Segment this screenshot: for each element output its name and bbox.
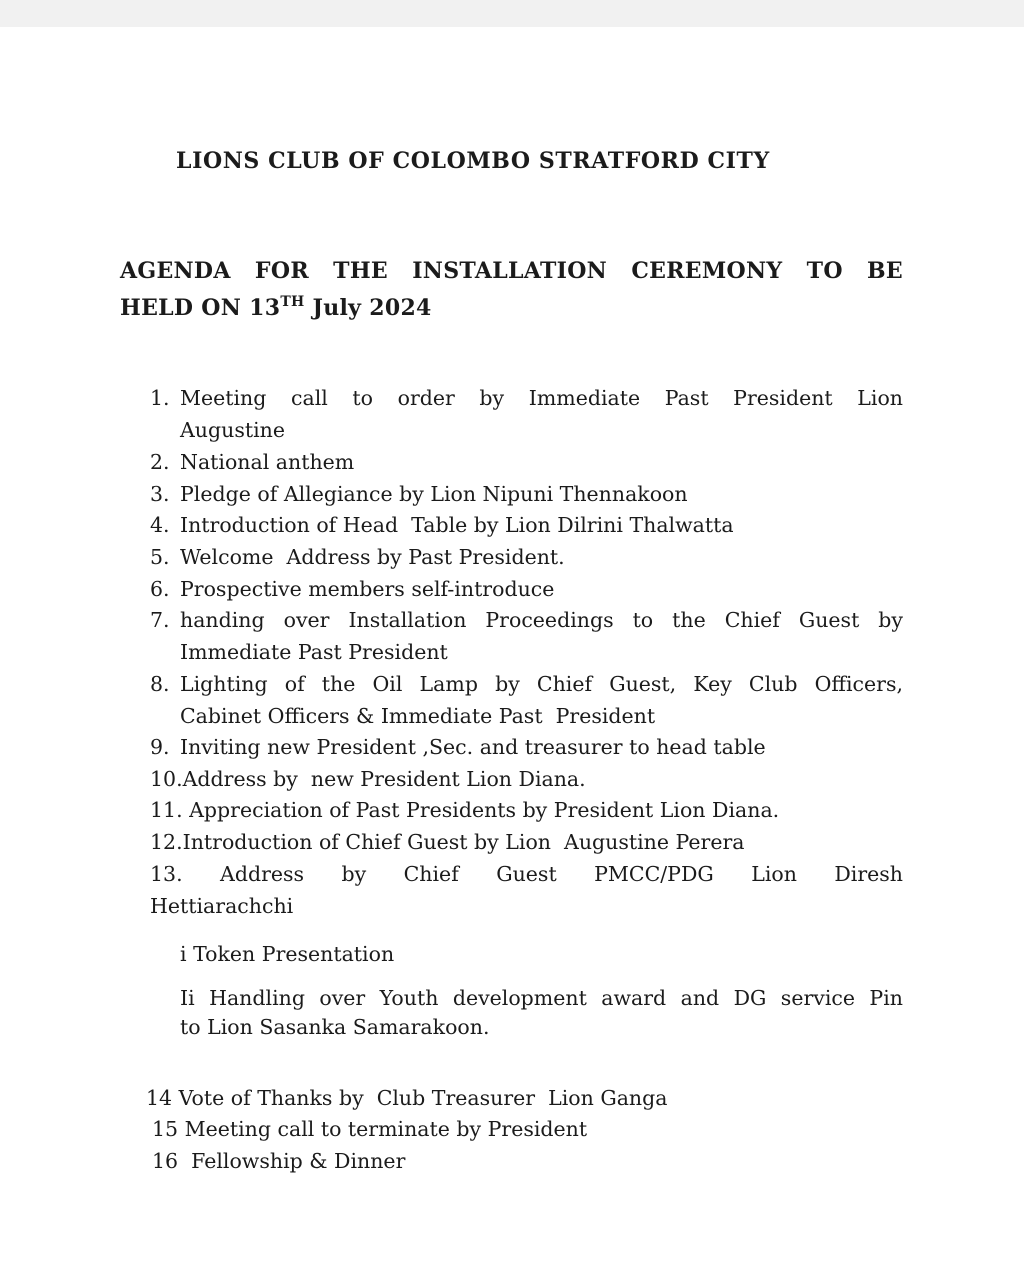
agenda-date-prefix: HELD ON 13 [120, 295, 281, 321]
closing-item-16: 16 Fellowship & Dinner [152, 1149, 406, 1173]
agenda-item-number: 4. [150, 513, 170, 537]
agenda-item-text: Introduction of Head Table by Lion Dilrini Thalwatta [180, 513, 734, 537]
agenda-item-text: handing over Installation Proceedings to the Chief Guest by [180, 608, 903, 632]
agenda-date-suffix: TH [280, 294, 305, 310]
agenda-item-number: 1. [150, 386, 170, 410]
sub-item-token-presentation: i Token Presentation [180, 942, 395, 966]
agenda-item-number: 3. [150, 482, 170, 506]
agenda-item-text-continued: Cabinet Officers & Immediate Past President [180, 703, 656, 728]
agenda-item-text: National anthem [180, 450, 355, 474]
agenda-item-number: 7. [150, 608, 170, 632]
agenda-heading [120, 253, 903, 327]
agenda-item-text: 12.Introduction of Chief Guest by Lion Augustine Perera [150, 830, 745, 854]
agenda-item-number: 9. [150, 735, 170, 759]
agenda-item-text: Inviting new President ,Sec. and treasurer to head table [180, 735, 766, 759]
agenda-heading-line1: AGENDA FOR THE INSTALLATION CEREMONY TO BE [120, 258, 903, 284]
agenda-item-number: 2. [150, 450, 170, 474]
sub-item-text-continued: to Lion Sasanka Samarakoon. [180, 1015, 490, 1039]
agenda-item-text-continued: Augustine [180, 417, 285, 442]
closing-item-14: 14 Vote of Thanks by Club Treasurer Lion Ganga [146, 1086, 668, 1110]
agenda-item-number: 6. [150, 577, 170, 601]
agenda-date-month-year: July 2024 [304, 295, 432, 321]
agenda-item-text: Welcome Address by Past President. [180, 545, 565, 569]
agenda-item-text: 13. Address by Chief Guest PMCC/PDG Lion Diresh [150, 862, 903, 886]
agenda-item-text: 11. Appreciation of Past Presidents by President Lion Diana. [150, 798, 780, 822]
agenda-item-text: Lighting of the Oil Lamp by Chief Guest, Key Club Officers, [180, 672, 903, 696]
sub-item-text: Ii Handling over Youth development award and DG service Pin [180, 986, 903, 1010]
agenda-item-text: Meeting call to order by Immediate Past President Lion [180, 386, 903, 410]
agenda-item-text-continued: Hettiarachchi [150, 893, 294, 918]
agenda-item-text-continued: Immediate Past President [180, 639, 448, 664]
agenda-item-text: Pledge of Allegiance by Lion Nipuni Thennakoon [180, 482, 688, 506]
agenda-item-text: Prospective members self-introduce [180, 577, 555, 601]
club-title: LIONS CLUB OF COLOMBO STRATFORD CITY [176, 148, 770, 174]
agenda-heading-line2 [120, 290, 903, 327]
closing-item-15: 15 Meeting call to terminate by President [152, 1117, 588, 1141]
sub-item-youth-award [180, 984, 903, 1042]
agenda-item-text: 10.Address by new President Lion Diana. [150, 767, 586, 791]
agenda-item-number: 5. [150, 545, 170, 569]
agenda-item-number: 8. [150, 672, 170, 696]
